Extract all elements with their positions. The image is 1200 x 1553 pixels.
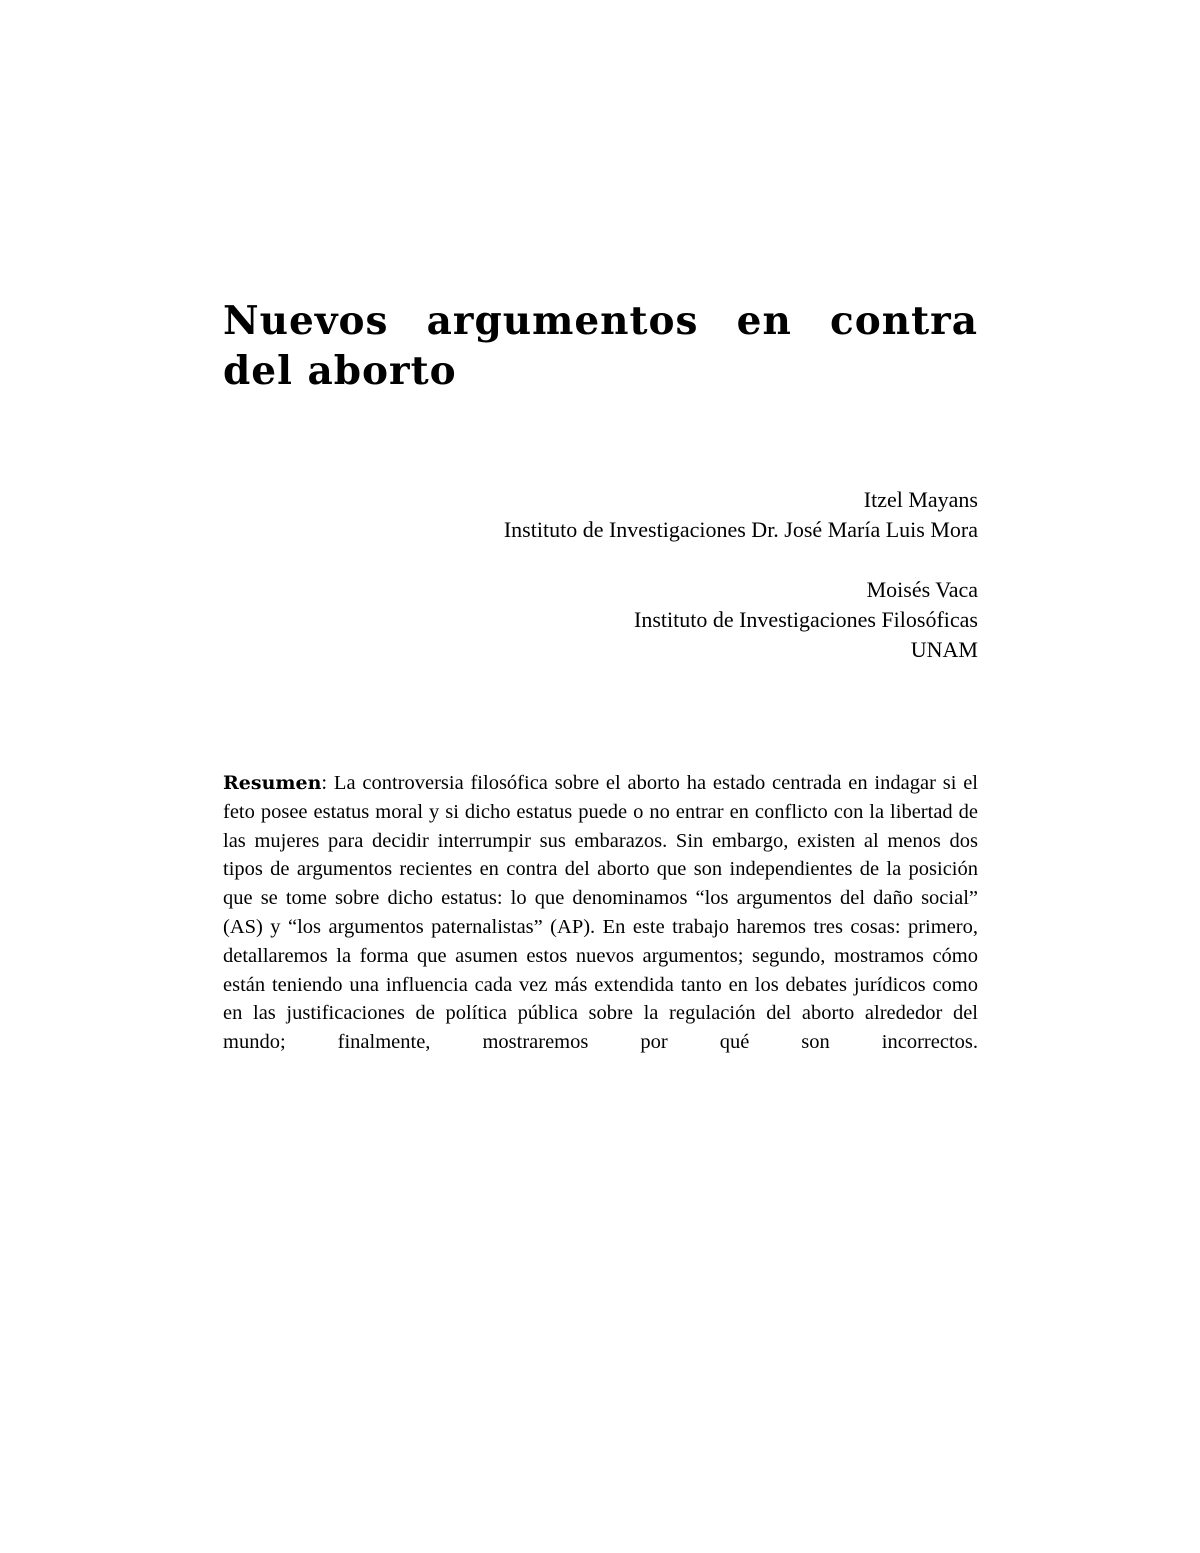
author-list <box>504 485 978 695</box>
abstract-label: Resumen <box>223 772 322 794</box>
abstract-text: La controversia filosófica sobre el aborto ha estado centrada en indagar si el feto posee estatus moral y si dicho estatus puede o no entrar en conflicto con la libertad de las mujeres para decidir interrumpir sus embarazos. Sin embargo, existen al menos dos tipos de argumentos recientes en contra del aborto que son independientes de la posición que se tome sobre dicho estatus: lo que denominamos “los argumentos del daño social” (AS) y “los argumentos paternalistas” (AP). En este trabajo haremos tres cosas: primero, detallaremos la forma que asumen estos nuevos argumentos; segundo, mostramos cómo están teniendo una influencia cada vez más extendida tanto en los debates jurídicos como en las justificaciones de política pública sobre la regulación del aborto alrededor del mundo; finalmente, mostraremos por qué son incorrectos. <box>223 772 978 1054</box>
paper-title <box>223 296 978 396</box>
title-line-1 <box>223 296 978 346</box>
abstract <box>223 769 978 1057</box>
author-affiliation: Instituto de Investigaciones Dr. José María Luis Mora <box>503 517 978 542</box>
author-block-1 <box>504 485 978 545</box>
abstract-label-separator: : <box>321 772 328 794</box>
title-word: Nuevos <box>223 298 389 344</box>
author-affiliation: Instituto de Investigaciones Filosóficas <box>634 607 978 632</box>
author-affiliation: UNAM <box>910 637 978 662</box>
title-word: argumentos <box>426 298 699 344</box>
title-line-2: del aborto <box>223 348 457 394</box>
title-word: contra <box>830 298 978 344</box>
title-word: en <box>736 298 792 344</box>
author-name: Moisés Vaca <box>866 577 978 602</box>
author-block-2 <box>504 575 978 665</box>
author-name: Itzel Mayans <box>863 487 978 512</box>
